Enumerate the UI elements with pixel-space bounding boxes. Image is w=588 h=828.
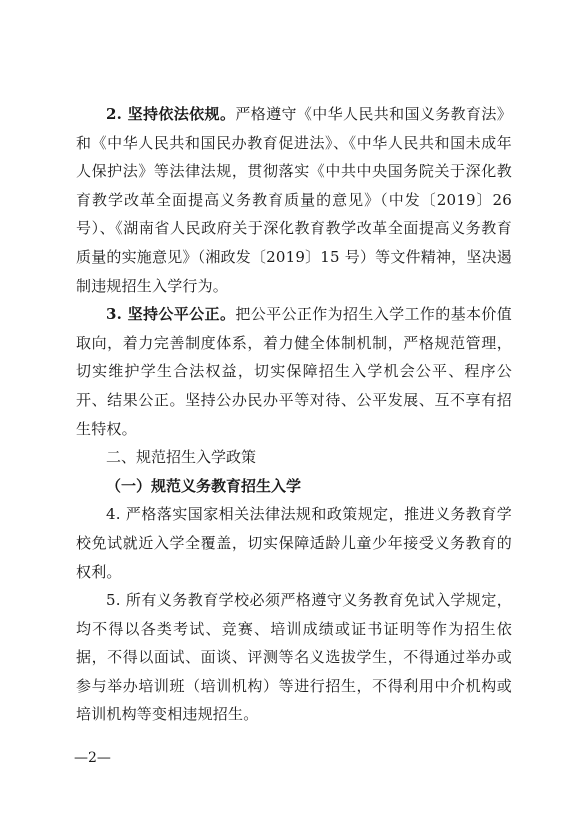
paragraph-3-lead: 3. 坚持公平公正。 bbox=[106, 305, 236, 324]
paragraph-5: 5. 所有义务教育学校必须严格遵守义务教育免试入学规定，均不得以各类考试、竞赛、培训成绩或证书证明等作为招生依据，不得以面试、面谈、评测等名义选拔学生，不得通过举办或参与举办培训班（培训机构）等进行招生，不得利用中介机构或培训机构等变相违规招生。 bbox=[76, 591, 512, 724]
section-heading: 二、规范招生入学政策 bbox=[106, 448, 257, 467]
paragraph-2-body: 严格遵守《中华人民共和国义务教育法》和《中华人民共和国民办教育促进法》、《中华人民共和国未成年人保护法》等法律法规，贯彻落实《中共中央国务院关于深化教育教学改革全面提高义务教育质量的意见》（中发〔2019〕26号）、《湖南省人民政府关于深化教育教学改革全面提高义务教育质量的实施意见》（湘政发〔2019〕15 号）等文件精神，坚决遏制违规招生入学行为。 bbox=[76, 105, 512, 295]
subsection-heading: （一）规范义务教育招生入学 bbox=[106, 476, 302, 495]
page-number: —2— bbox=[74, 750, 111, 766]
paragraph-4: 4. 严格落实国家相关法律法规和政策规定，推进义务教育学校免试就近入学全覆盖，切实保障适龄儿童少年接受义务教育的权利。 bbox=[76, 505, 512, 581]
paragraph-2-lead: 2. 坚持依法依规。 bbox=[106, 105, 236, 123]
paragraph-3 bbox=[76, 300, 512, 443]
document-body bbox=[76, 100, 512, 729]
paragraph-2 bbox=[76, 100, 512, 300]
paragraph-3-body: 把公平公正作为招生入学工作的基本价值取向，着力完善制度体系，着力健全体制机制，严格规范管理，切实维护学生合法权益，切实保障招生入学机会公平、程序公开、结果公正。坚持公办民办平等对待、公平发展、互不享有招生特权。 bbox=[76, 305, 512, 438]
